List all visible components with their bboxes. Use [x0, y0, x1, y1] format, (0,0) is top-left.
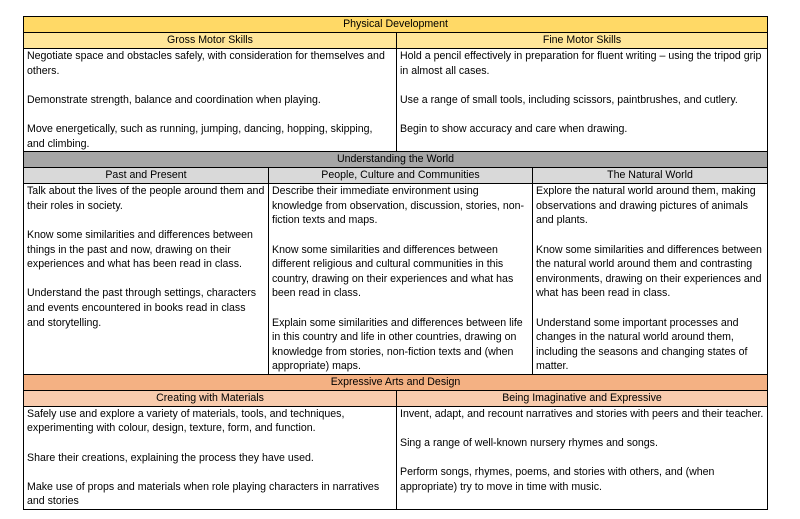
past-present-item: Understand the past through settings, characters and events encountered in books read in class and storytelling. — [27, 287, 257, 329]
natural-world-item: Know some similarities and differences between the natural world around them and contrasting environments, drawing on their experiences and what has been read in class. — [536, 243, 762, 300]
natural-world-cell — [533, 184, 768, 375]
past-present-item: Know some similarities and differences between things in the past and now, drawing on their experiences and what has been read in class. — [27, 228, 253, 271]
gross-motor-item: Demonstrate strength, balance and coordination when playing. — [27, 93, 321, 106]
fine-motor-skills-cell — [397, 49, 768, 152]
expressive-arts-header: Expressive Arts and Design — [24, 374, 768, 390]
past-and-present-heading: Past and Present — [24, 168, 269, 184]
people-culture-cell — [269, 184, 533, 375]
gross-motor-item: Negotiate space and obstacles safely, with consideration for themselves and others. — [27, 50, 385, 77]
materials-item: Share their creations, explaining the process they have used. — [27, 451, 314, 464]
imaginative-item: Sing a range of well-known nursery rhymes and songs. — [400, 437, 658, 450]
materials-item: Safely use and explore a variety of materials, tools, and techniques, experimenting with colour, design, texture, form, and function. — [27, 407, 345, 435]
people-culture-heading: People, Culture and Communities — [269, 168, 533, 184]
fine-motor-item: Use a range of small tools, including scissors, paintbrushes, and cutlery. — [400, 93, 738, 106]
imaginative-item: Invent, adapt, and recount narratives and stories with peers and their teacher. — [400, 407, 764, 420]
fine-motor-item: Begin to show accuracy and care when drawing. — [400, 122, 628, 135]
people-culture-item: Know some similarities and differences between different religious and cultural communities in this country, drawing on their experiences and what has been read in class. — [272, 243, 514, 300]
people-culture-item: Explain some similarities and differences between life in this country and life in other countries, drawing on knowledge from stories, non-fiction texts and (when appropriate) maps. — [272, 316, 523, 373]
imaginative-item: Perform songs, rhymes, poems, and stories with others, and (when appropriate) try to move in time with music. — [400, 466, 715, 493]
gross-motor-item: Move energetically, such as running, jumping, dancing, hopping, skipping, and climbing. — [27, 122, 373, 150]
past-present-item: Talk about the lives of the people around them and their roles in society. — [27, 185, 265, 212]
physical-development-header: Physical Development — [24, 17, 768, 33]
past-and-present-cell — [24, 184, 269, 375]
gross-motor-skills-cell — [24, 49, 397, 152]
natural-world-item: Explore the natural world around them, making observations and drawing pictures of animals and plants. — [536, 185, 756, 227]
materials-item: Make use of props and materials when role playing characters in narratives and stories — [27, 480, 380, 508]
creating-with-materials-heading: Creating with Materials — [24, 390, 397, 406]
imaginative-expressive-heading: Being Imaginative and Expressive — [397, 390, 768, 406]
fine-motor-skills-heading: Fine Motor Skills — [397, 33, 768, 49]
creating-with-materials-cell — [24, 406, 397, 509]
curriculum-table — [23, 16, 768, 510]
people-culture-item: Describe their immediate environment using knowledge from observation, discussion, stories, non-fiction texts and maps. — [272, 185, 525, 227]
natural-world-item: Understand some important processes and changes in the natural world around them, including the seasons and changing states of matter. — [536, 316, 748, 373]
fine-motor-item: Hold a pencil effectively in preparation for fluent writing – using the tripod grip in almost all cases. — [400, 50, 762, 77]
imaginative-expressive-cell — [397, 406, 768, 509]
understanding-the-world-header: Understanding the World — [24, 152, 768, 168]
natural-world-heading: The Natural World — [533, 168, 768, 184]
gross-motor-skills-heading: Gross Motor Skills — [24, 33, 397, 49]
